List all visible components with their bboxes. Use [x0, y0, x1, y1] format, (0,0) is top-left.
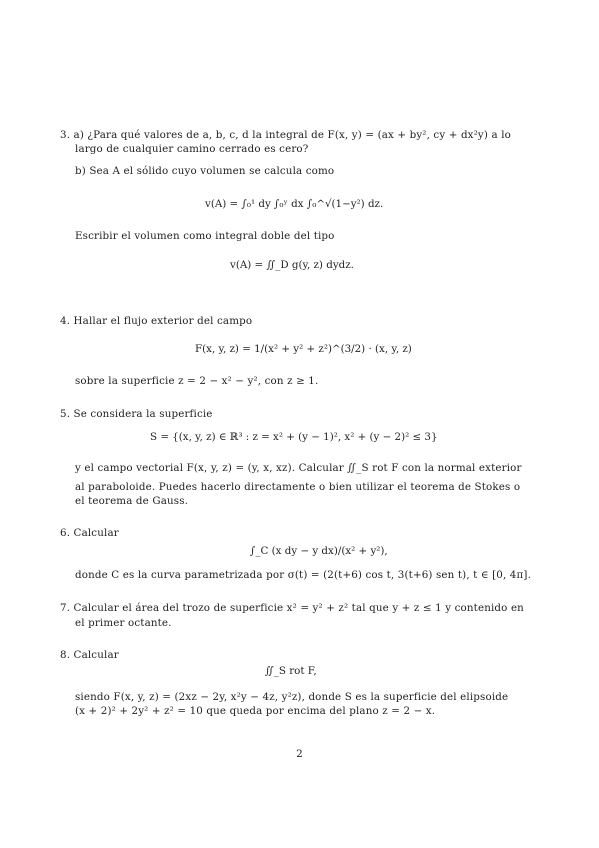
problem-3b-line2: Escribir el volumen como integral doble del tipo: [75, 230, 335, 242]
problem-3b-line1: b) Sea A el sólido cuyo volumen se calcula como: [75, 165, 335, 177]
problem-7-line2: el primer octante.: [75, 617, 172, 629]
page-number: 2: [296, 748, 303, 760]
problem-8-line1: 8. Calcular: [60, 649, 119, 661]
problem-6-line2: donde C es la curva parametrizada por σ(t) = (2(t+6) cos t, 3(t+6) sen t), t ∈ [0, 4π].: [75, 569, 532, 581]
problem-3a-line2: largo de cualquier camino cerrado es cero?: [75, 143, 309, 155]
problem-8-surface-integral: ∬_S rot F,: [265, 665, 317, 677]
problem-6-line1: 6. Calcular: [60, 527, 119, 539]
problem-4-line2: sobre la superficie z = 2 − x² − y², con z ≥ 1.: [75, 375, 319, 387]
problem-5-line1: 5. Se considera la superficie: [60, 408, 213, 420]
problem-5-surface-definition: S = {(x, y, z) ∈ ℝ³ : z = x² + (y − 1)², x² + (y − 2)² ≤ 3}: [150, 431, 438, 443]
problem-5-line4: el teorema de Gauss.: [75, 495, 189, 507]
problem-5-line2: y el campo vectorial F(x, y, z) = (y, x, xz). Calcular ∬_S rot F con la normal exterior: [75, 462, 522, 474]
problem-8-line3: (x + 2)² + 2y² + z² = 10 que queda por encima del plano z = 2 − x.: [75, 705, 436, 717]
problem-5-line3: al paraboloide. Puedes hacerlo directamente o bien utilizar el teorema de Stokes o: [75, 481, 521, 493]
problem-4-line1: 4. Hallar el flujo exterior del campo: [60, 315, 253, 327]
problem-3a-line1: 3. a) ¿Para qué valores de a, b, c, d la integral de F(x, y) = (ax + by², cy + dx²y) a lo: [60, 129, 511, 141]
problem-3b-double-integral: v(A) = ∬_D g(y, z) dydz.: [230, 259, 354, 271]
problem-7-line1: 7. Calcular el área del trozo de superficie x² = y² + z² tal que y + z ≤ 1 y contenido en: [60, 602, 524, 614]
problem-4-field-equation: F(x, y, z) = 1/(x² + y² + z²)^(3/2) · (x, y, z): [195, 343, 412, 355]
problem-8-line2: siendo F(x, y, z) = (2xz − 2y, x²y − 4z, y²z), donde S es la superficie del elipsoide: [75, 691, 509, 703]
problem-3b-volume-integral: v(A) = ∫₀¹ dy ∫₀ʸ dx ∫₀^√(1−y²) dz.: [205, 198, 384, 210]
problem-6-line-integral: ∫_C (x dy − y dx)/(x² + y²),: [250, 545, 388, 557]
